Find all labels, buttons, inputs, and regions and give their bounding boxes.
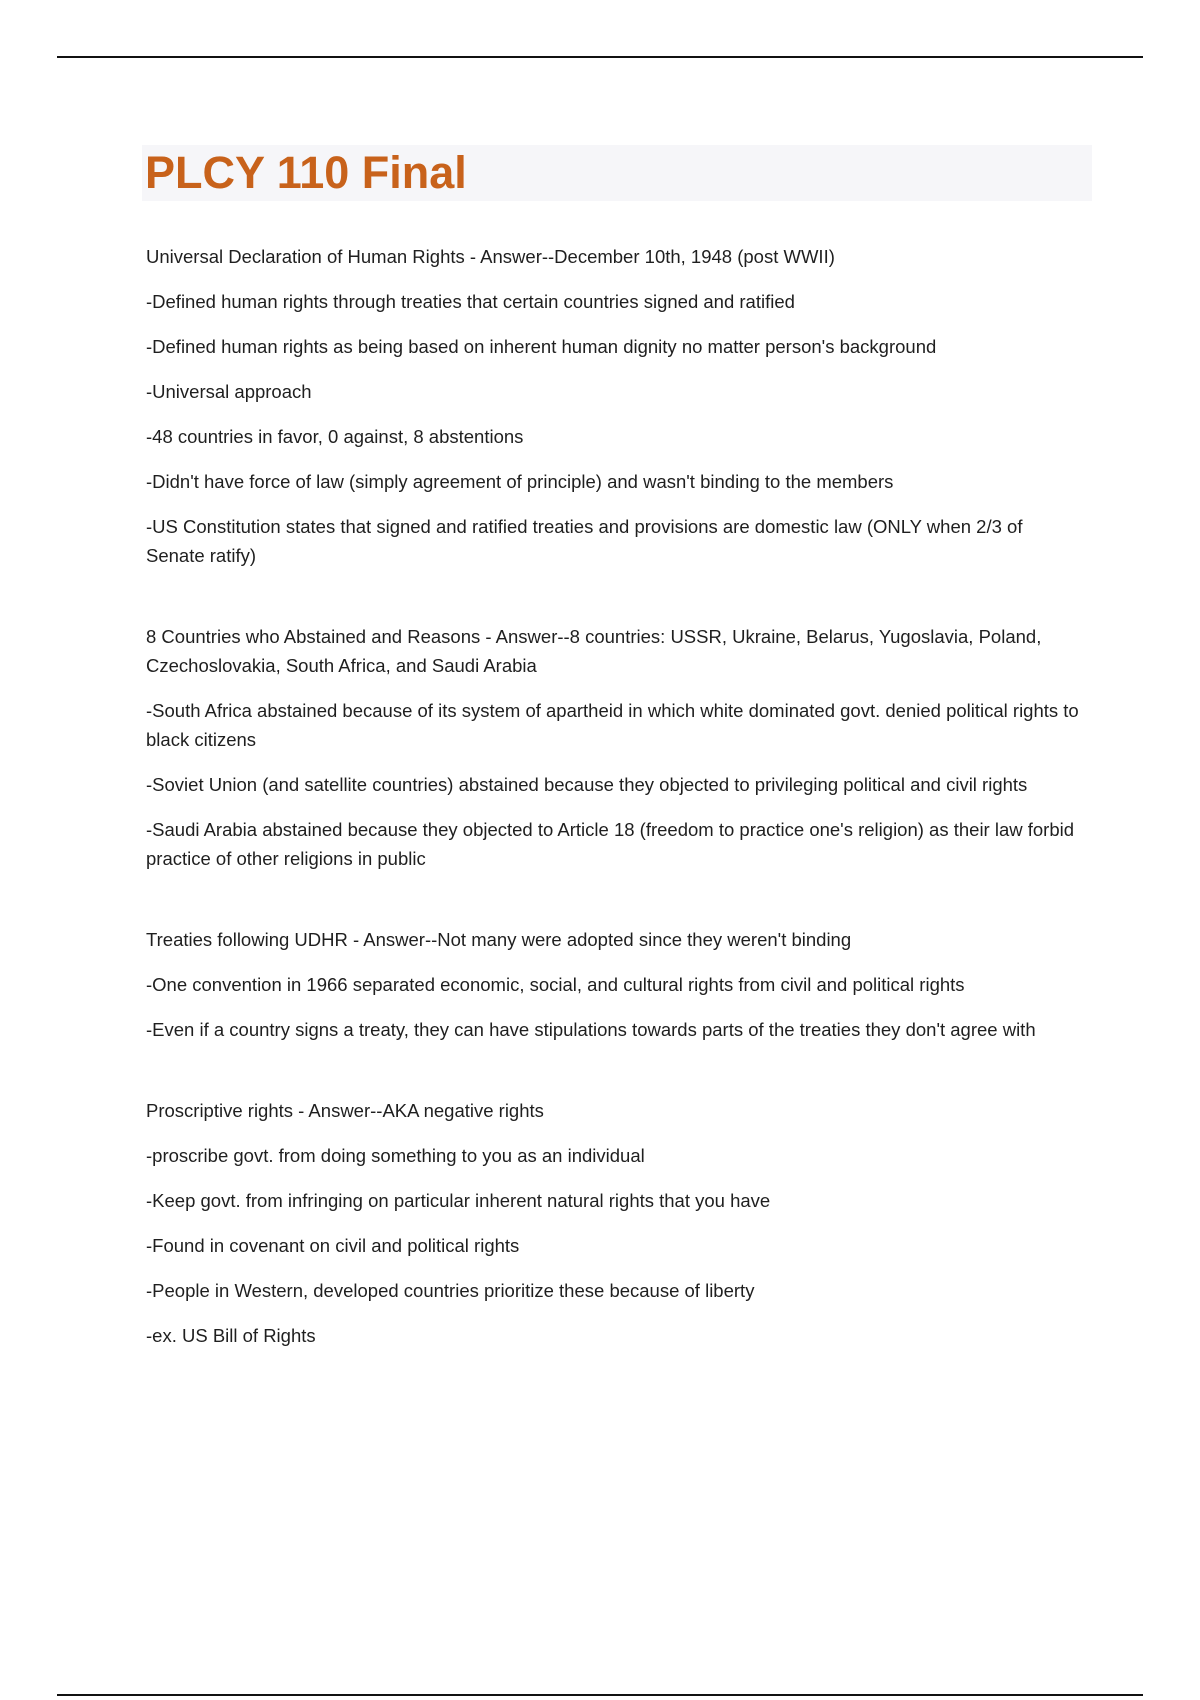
- answer-line: -Even if a country signs a treaty, they can have stipulations towards parts of the treaties they don't agree with: [146, 1019, 1036, 1040]
- answer-line: -ex. US Bill of Rights: [146, 1325, 316, 1346]
- answer-line: -One convention in 1966 separated economic, social, and cultural rights from civil and political rights: [146, 974, 965, 995]
- question-line: Treaties following UDHR - Answer--Not many were adopted since they weren't binding: [146, 929, 852, 950]
- answer-line: -Didn't have force of law (simply agreement of principle) and wasn't binding to the members: [146, 471, 894, 492]
- qa-section-udhr: [146, 242, 1086, 570]
- answer-line: -Keep govt. from infringing on particular inherent natural rights that you have: [146, 1190, 771, 1211]
- answer-line: -Saudi Arabia abstained because they objected to Article 18 (freedom to practice one's religion) as their law forbid practice of other religions in public: [146, 819, 1075, 869]
- answer-line: -People in Western, developed countries prioritize these because of liberty: [146, 1280, 755, 1301]
- answer-line: -Defined human rights through treaties that certain countries signed and ratified: [146, 291, 795, 312]
- qa-section-abstained: [146, 622, 1086, 873]
- answer-line: -Found in covenant on civil and political rights: [146, 1235, 520, 1256]
- footer-rule: [57, 1694, 1143, 1696]
- question-line: 8 Countries who Abstained and Reasons - Answer--8 countries: USSR, Ukraine, Belarus, Yugoslavia, Poland, Czechoslovakia, South Africa, and Saudi Arabia: [146, 626, 1042, 676]
- answer-line: -US Constitution states that signed and ratified treaties and provisions are domestic law (ONLY when 2/3 of Senate ratify): [146, 516, 1023, 566]
- answer-line: -South Africa abstained because of its system of apartheid in which white dominated govt. denied political rights to black citizens: [146, 700, 1079, 750]
- question-line: Universal Declaration of Human Rights - Answer--December 10th, 1948 (post WWII): [146, 246, 835, 267]
- answer-line: -Defined human rights as being based on inherent human dignity no matter person's background: [146, 336, 937, 357]
- header-rule: [57, 56, 1143, 58]
- qa-section-proscriptive: [146, 1096, 1086, 1350]
- page-title: PLCY 110 Final: [145, 147, 467, 198]
- question-line: Proscriptive rights - Answer--AKA negative rights: [146, 1100, 544, 1121]
- answer-line: -proscribe govt. from doing something to you as an individual: [146, 1145, 645, 1166]
- document-body: [146, 242, 1086, 1402]
- qa-section-treaties: [146, 925, 1086, 1044]
- answer-line: -Soviet Union (and satellite countries) abstained because they objected to privileging political and civil rights: [146, 774, 1028, 795]
- answer-line: -48 countries in favor, 0 against, 8 abstentions: [146, 426, 524, 447]
- answer-line: -Universal approach: [146, 381, 312, 402]
